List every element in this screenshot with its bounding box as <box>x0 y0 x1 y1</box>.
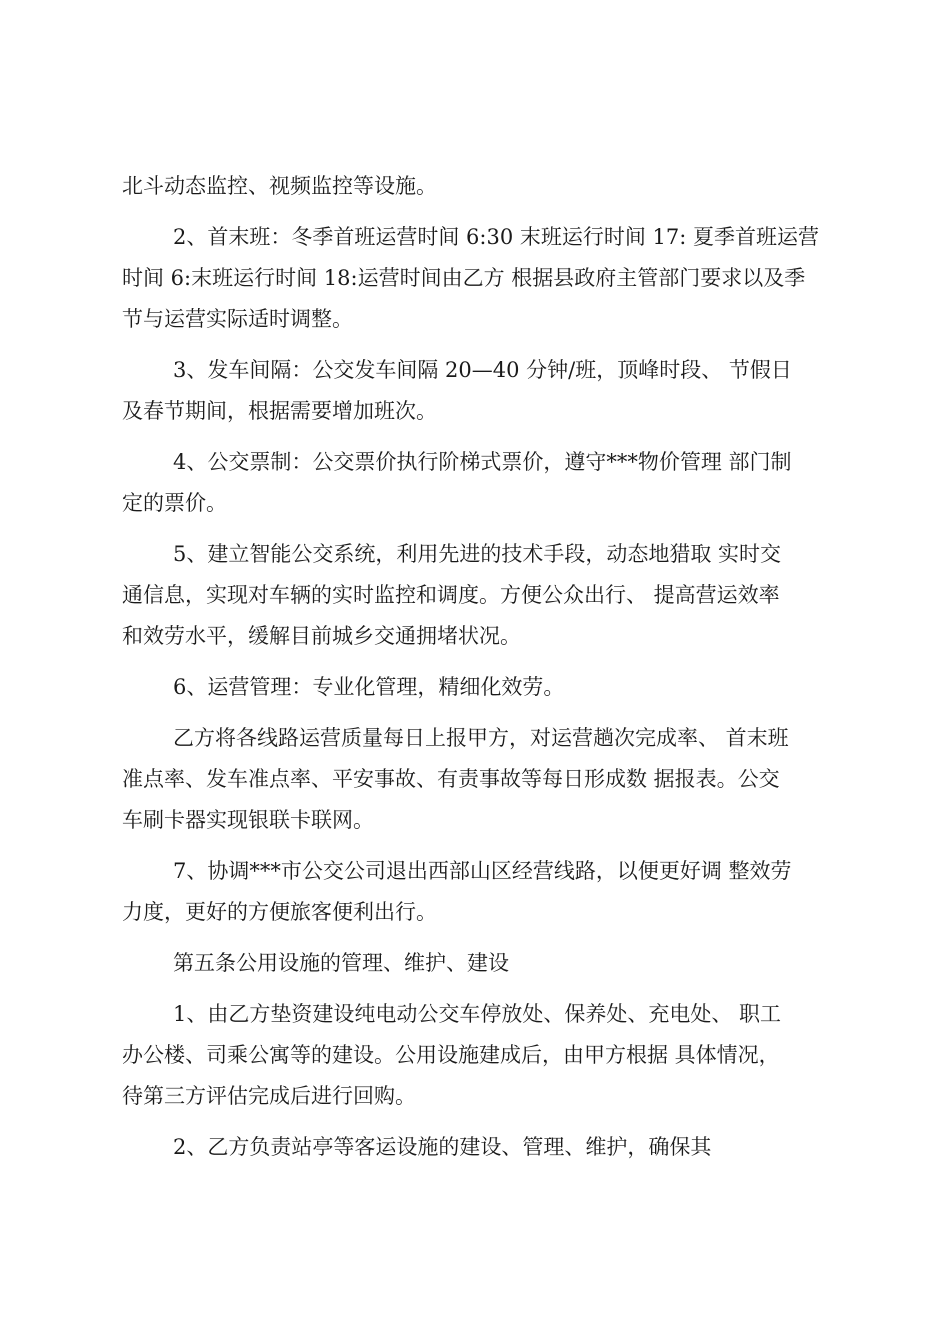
text-line: 通信息，实现对车辆的实时监控和调度。方便公众出行、 提高营运效率 <box>122 583 780 607</box>
text-line: 及春节期间，根据需要增加班次。 <box>122 399 437 423</box>
text-line: 4、公交票制：公交票价执行阶梯式票价，遵守***物价管理 部门制 <box>173 450 792 474</box>
text-line: 时间 6:末班运行时间 18:运营时间由乙方 根据县政府主管部门要求以及季 <box>122 266 806 290</box>
paragraph-fare-system <box>122 442 842 524</box>
text-line: 北斗动态监控、视频监控等设施。 <box>122 174 437 198</box>
paragraph-smart-bus-system <box>122 534 842 657</box>
text-line: 2、首末班：冬季首班运营时间 6:30 末班运行时间 17: 夏季首班运营 <box>173 225 820 249</box>
text-line: 和效劳水平，缓解目前城乡交通拥堵状况。 <box>122 624 521 648</box>
text-line: 待第三方评估完成后进行回购。 <box>122 1084 416 1108</box>
text-line: 定的票价。 <box>122 491 227 515</box>
text-line: 7、协调***市公交公司退出西部山区经营线路，以便更好调 整效劳 <box>173 859 792 883</box>
paragraph-station-facilities <box>122 1127 842 1168</box>
document-body <box>122 166 842 1178</box>
paragraph-coordination <box>122 851 842 933</box>
text-line: 6、运营管理：专业化管理，精细化效劳。 <box>173 675 565 699</box>
text-line: 力度，更好的方便旅客便利出行。 <box>122 900 437 924</box>
text-line: 准点率、发车准点率、平安事故、有责事故等每日形成数 据报表。公交 <box>122 767 780 791</box>
text-line: 乙方将各线路运营质量每日上报甲方，对运营趟次完成率、 首末班 <box>173 726 789 750</box>
text-line: 办公楼、司乘公寓等的建设。公用设施建成后，由甲方根据 具体情况， <box>122 1043 780 1067</box>
text-line: 车刷卡器实现银联卡联网。 <box>122 808 374 832</box>
paragraph-quality-report <box>122 718 842 841</box>
paragraph-departure-interval <box>122 350 842 432</box>
paragraph-first-last-bus <box>122 217 842 340</box>
text-line: 5、建立智能公交系统，利用先进的技术手段，动态地猎取 实时交 <box>173 542 782 566</box>
text-line: 节与运营实际适时调整。 <box>122 307 353 331</box>
text-line: 1、由乙方垫资建设纯电动公交车停放处、保养处、充电处、 职工 <box>173 1002 782 1026</box>
paragraph-facility-construction <box>122 994 842 1117</box>
text-line: 第五条公用设施的管理、维护、建设 <box>173 951 509 975</box>
paragraph-operation-management <box>122 667 842 708</box>
section-heading-article-5 <box>122 943 842 984</box>
paragraph <box>122 166 842 207</box>
text-line: 2、乙方负责站亭等客运设施的建设、管理、维护，确保其 <box>173 1135 712 1159</box>
text-line: 3、发车间隔：公交发车间隔 20—40 分钟/班，顶峰时段、 节假日 <box>173 358 792 382</box>
